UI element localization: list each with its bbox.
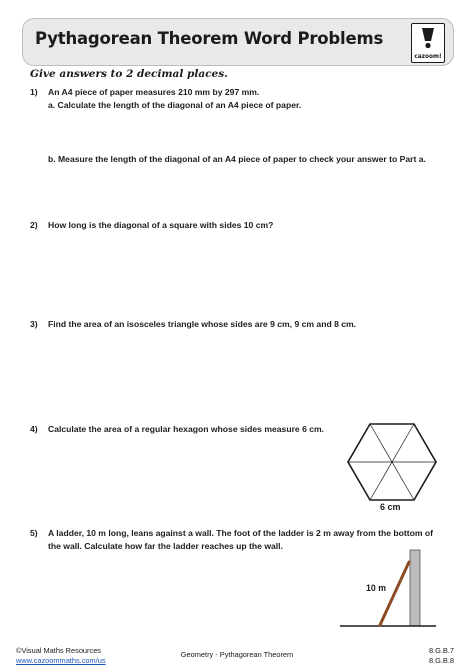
hexagon-side-label: 6 cm <box>380 502 401 512</box>
ladder-shape <box>380 562 409 625</box>
hexagon-diagram <box>344 422 440 504</box>
question-5-number: 5) <box>30 528 38 538</box>
question-3-number: 3) <box>30 319 38 329</box>
question-1a-text: a. Calculate the length of the diagonal of an A4 piece of paper. <box>48 100 302 110</box>
standard-code-1: 8.G.B.7 <box>428 646 454 655</box>
question-5-text-line-1: A ladder, 10 m long, leans against a wall. The foot of the ladder is 2 m away from the bottom of <box>48 528 434 538</box>
standard-code-2: 8.G.B.8 <box>428 656 454 665</box>
question-1-number: 1) <box>30 87 38 97</box>
wall-shape <box>410 550 420 626</box>
page-title: Pythagorean Theorem Word Problems <box>35 29 384 48</box>
question-5-text-line-2: the wall. Calculate how far the ladder reaches up the wall. <box>48 541 283 551</box>
ladder-wall-diagram <box>336 546 446 630</box>
footer-standards <box>429 646 454 666</box>
question-1b-text: b. Measure the length of the diagonal of an A4 piece of paper to check your answer to Part a. <box>48 154 426 164</box>
exclamation-logo-icon <box>420 27 436 49</box>
question-4-text: Calculate the area of a regular hexagon whose sides measure 6 cm. <box>48 424 325 434</box>
instruction-text: Give answers to 2 decimal places. <box>30 68 228 80</box>
header-banner <box>22 18 454 66</box>
question-2-text: How long is the diagonal of a square with sides 10 cm? <box>48 220 274 230</box>
website-link[interactable]: www.cazoommaths.com/us <box>16 656 106 665</box>
footer-topic: Geometry - Pythagorean Theorem <box>180 650 294 659</box>
logo-text: cazoom! <box>414 54 442 60</box>
question-1-text: An A4 piece of paper measures 210 mm by 297 mm. <box>48 87 260 97</box>
copyright-text: ©Visual Maths Resources <box>16 646 101 655</box>
ladder-length-label: 10 m <box>366 583 387 593</box>
question-4-number: 4) <box>30 424 38 434</box>
question-2-number: 2) <box>30 220 38 230</box>
cazoom-logo <box>411 23 445 63</box>
question-3-text: Find the area of an isosceles triangle whose sides are 9 cm, 9 cm and 8 cm. <box>48 319 357 329</box>
